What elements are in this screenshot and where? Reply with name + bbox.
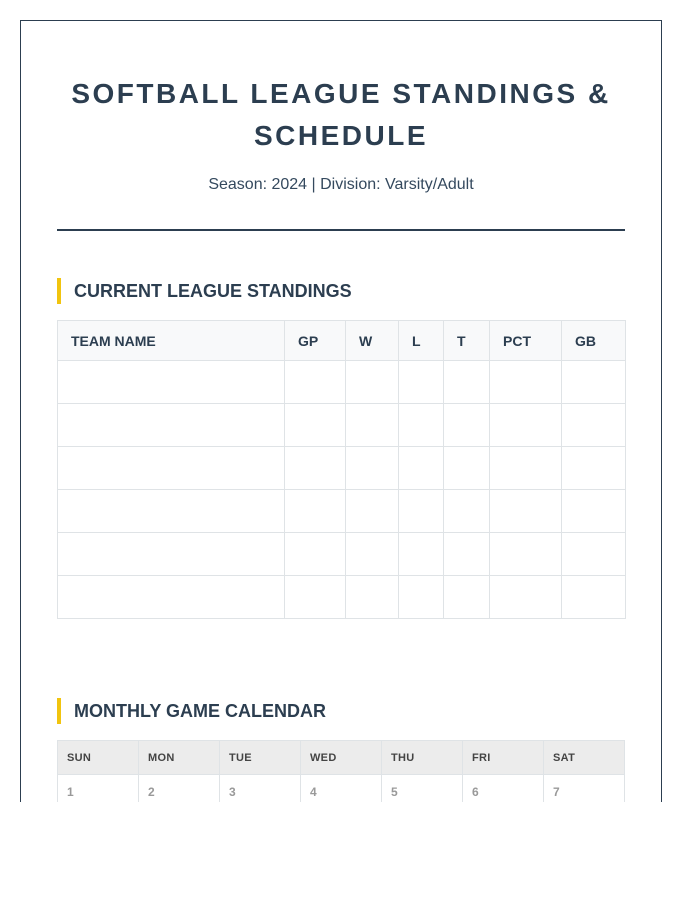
document-title: SOFTBALL LEAGUE STANDINGS & SCHEDULE xyxy=(71,78,611,151)
standings-cell[interactable] xyxy=(346,404,399,447)
col-t: T xyxy=(444,321,490,361)
standings-row xyxy=(58,490,626,533)
calendar-table xyxy=(57,740,625,802)
standings-cell[interactable] xyxy=(346,361,399,404)
standings-cell[interactable] xyxy=(562,533,626,576)
day-wed: WED xyxy=(301,741,382,775)
standings-cell[interactable] xyxy=(346,447,399,490)
standings-row xyxy=(58,447,626,490)
standings-cell[interactable] xyxy=(490,490,562,533)
col-team-name: TEAM NAME xyxy=(58,321,285,361)
calendar-date-cell[interactable]: 3 xyxy=(220,775,301,803)
standings-cell[interactable] xyxy=(562,576,626,619)
standings-cell[interactable] xyxy=(58,533,285,576)
standings-header-row xyxy=(58,321,626,361)
standings-cell[interactable] xyxy=(490,404,562,447)
standings-cell[interactable] xyxy=(490,447,562,490)
day-sun: SUN xyxy=(58,741,139,775)
standings-cell[interactable] xyxy=(444,361,490,404)
document-page xyxy=(20,20,662,802)
col-l: L xyxy=(399,321,444,361)
standings-cell[interactable] xyxy=(58,361,285,404)
standings-cell[interactable] xyxy=(444,447,490,490)
calendar-date-cell[interactable]: 5 xyxy=(382,775,463,803)
standings-cell[interactable] xyxy=(444,404,490,447)
standings-cell[interactable] xyxy=(285,576,346,619)
calendar-date-cell[interactable]: 4 xyxy=(301,775,382,803)
calendar-date-cell[interactable]: 2 xyxy=(139,775,220,803)
col-gb: GB xyxy=(562,321,626,361)
standings-cell[interactable] xyxy=(285,490,346,533)
standings-cell[interactable] xyxy=(399,447,444,490)
day-fri: FRI xyxy=(463,741,544,775)
standings-cell[interactable] xyxy=(346,576,399,619)
standings-cell[interactable] xyxy=(346,490,399,533)
standings-cell[interactable] xyxy=(58,447,285,490)
calendar-date-cell[interactable]: 1 xyxy=(58,775,139,803)
standings-cell[interactable] xyxy=(58,490,285,533)
standings-cell[interactable] xyxy=(490,361,562,404)
standings-heading: CURRENT LEAGUE STANDINGS xyxy=(57,278,352,304)
standings-cell[interactable] xyxy=(399,404,444,447)
season-subtitle: Season: 2024 | Division: Varsity/Adult xyxy=(208,176,474,193)
standings-cell[interactable] xyxy=(285,361,346,404)
standings-cell[interactable] xyxy=(346,533,399,576)
col-w: W xyxy=(346,321,399,361)
standings-cell[interactable] xyxy=(399,533,444,576)
standings-row xyxy=(58,404,626,447)
calendar-week-row xyxy=(58,775,625,803)
standings-cell[interactable] xyxy=(490,533,562,576)
standings-cell[interactable] xyxy=(285,533,346,576)
standings-row xyxy=(58,533,626,576)
day-mon: MON xyxy=(139,741,220,775)
standings-cell[interactable] xyxy=(490,576,562,619)
standings-cell[interactable] xyxy=(562,404,626,447)
standings-cell[interactable] xyxy=(58,404,285,447)
day-sat: SAT xyxy=(544,741,625,775)
standings-row xyxy=(58,361,626,404)
col-pct: PCT xyxy=(490,321,562,361)
title-divider xyxy=(57,229,625,231)
standings-cell[interactable] xyxy=(562,447,626,490)
standings-table xyxy=(57,320,626,619)
day-tue: TUE xyxy=(220,741,301,775)
day-thu: THU xyxy=(382,741,463,775)
standings-cell[interactable] xyxy=(444,490,490,533)
calendar-date-cell[interactable]: 6 xyxy=(463,775,544,803)
standings-cell[interactable] xyxy=(285,404,346,447)
standings-cell[interactable] xyxy=(444,576,490,619)
standings-cell[interactable] xyxy=(399,490,444,533)
standings-cell[interactable] xyxy=(399,361,444,404)
standings-row xyxy=(58,576,626,619)
calendar-date-cell[interactable]: 7 xyxy=(544,775,625,803)
standings-cell[interactable] xyxy=(399,576,444,619)
calendar-heading: MONTHLY GAME CALENDAR xyxy=(57,698,326,724)
standings-cell[interactable] xyxy=(444,533,490,576)
calendar-header-row xyxy=(58,741,625,775)
standings-cell[interactable] xyxy=(562,490,626,533)
standings-cell[interactable] xyxy=(285,447,346,490)
standings-cell[interactable] xyxy=(562,361,626,404)
standings-body xyxy=(58,361,626,619)
col-gp: GP xyxy=(285,321,346,361)
standings-cell[interactable] xyxy=(58,576,285,619)
